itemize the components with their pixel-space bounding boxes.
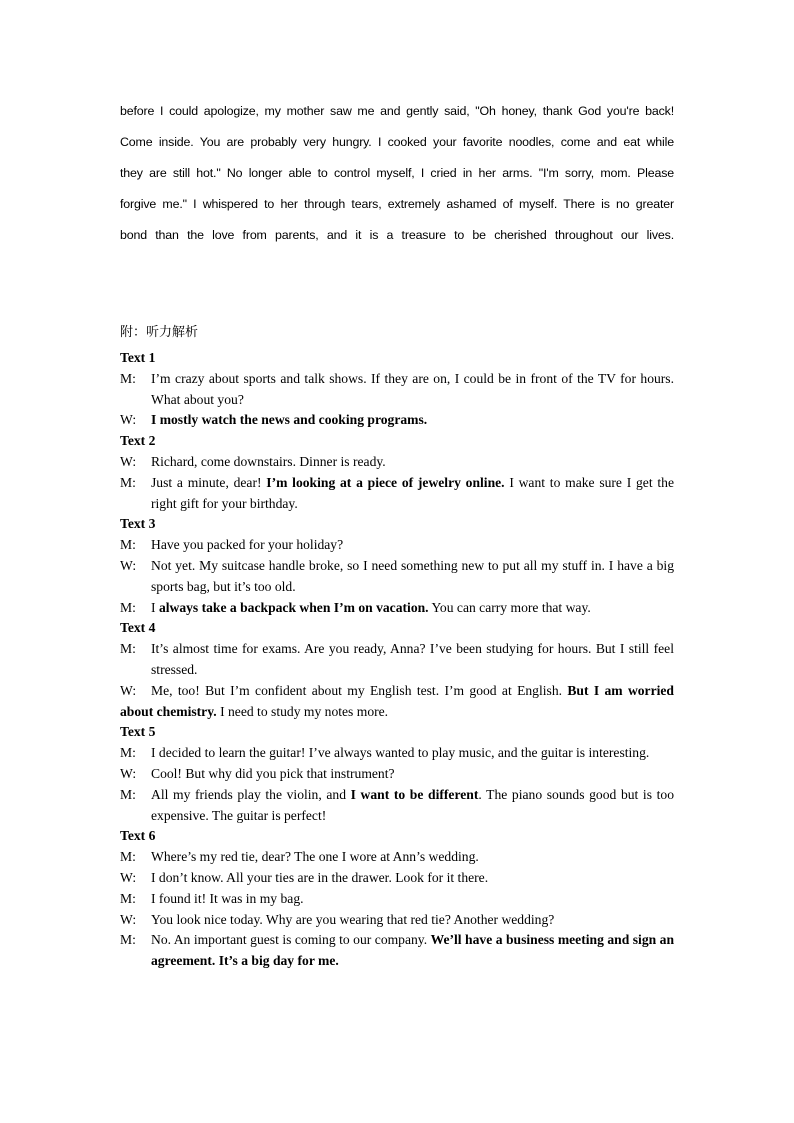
story-line: they are still hot." No longer able to control myself, I cried in her arms. "I'm sorry, mom. Please [120, 166, 674, 180]
speaker-label: M: [120, 537, 136, 553]
dialogue-text: I [151, 599, 159, 615]
dialogue-text: You look nice today. Why are you wearing that red tie? Another wedding? [151, 911, 555, 927]
dialogue-text: Richard, come downstairs. Dinner is ready. [151, 453, 386, 469]
text-title: Text 2 [120, 433, 156, 449]
dialogue-text: You can carry more that way. [428, 599, 591, 615]
dialogue-text: Have you packed for your holiday? [151, 537, 344, 553]
speaker-label: M: [120, 599, 136, 615]
text-title: Text 5 [120, 724, 156, 740]
answer-highlight: We’ll have a business meeting and sign an agreement. It’s a big day for me. [151, 932, 675, 969]
appendix-heading: 附：听力解析 [120, 325, 199, 340]
dialogue-text: Cool! But why did you pick that instrument? [151, 765, 395, 781]
dialogue-turn [120, 639, 674, 681]
dialogue-turn [120, 930, 674, 972]
dialogue-text: I need to study my notes more. [216, 703, 389, 719]
speaker-label: M: [120, 849, 136, 865]
speaker-label: W: [120, 682, 137, 698]
speaker-label: W: [120, 911, 137, 927]
speaker-label: W: [120, 869, 137, 885]
answer-highlight: I’m looking at a piece of jewelry online. [266, 474, 505, 490]
speaker-label: M: [120, 474, 136, 490]
dialogue-text: No. An important guest is coming to our company. [151, 932, 431, 948]
dialogue-turn [120, 598, 674, 619]
dialogue-text: I’m crazy about sports and talk shows. If they are on, I could be in front of the TV for hours. What about you? [151, 370, 674, 407]
dialogue-turn [120, 535, 674, 556]
answer-highlight: But I am worried about chemistry. [120, 682, 674, 719]
speaker-label: W: [120, 765, 137, 781]
dialogue-turn [120, 764, 674, 785]
dialogue-text: Where’s my red tie, dear? The one I wore at Ann’s wedding. [151, 849, 479, 865]
dialogue-text: I found it! It was in my bag. [151, 890, 304, 906]
dialogue-text: It’s almost time for exams. Are you ready, Anna? I’ve been studying for hours. But I still feel stressed. [151, 641, 674, 677]
dialogue-turn [120, 681, 674, 723]
dialogue-text: Just a minute, dear! [151, 474, 267, 490]
dialogue-turn [120, 785, 674, 827]
text-title: Text 6 [120, 828, 156, 844]
dialogue-text: . The piano sounds good but is too expensive. The guitar is perfect! [151, 786, 674, 823]
story-line: bond than the love from parents, and it is a treasure to be cherished throughout our lives. [120, 228, 674, 242]
speaker-label: W: [120, 453, 137, 469]
dialogue-turn [120, 473, 674, 515]
text-title: Text 4 [120, 620, 156, 636]
dialogue-turn [120, 556, 674, 598]
speaker-label: W: [120, 412, 137, 428]
story-line: forgive me." I whispered to her through tears, extremely ashamed of myself. There is no greater [120, 197, 674, 211]
story-line: Come inside. You are probably very hungry. I cooked your favorite noodles, come and eat while [120, 135, 674, 149]
dialogue-turn [120, 847, 674, 868]
dialogue-text: I decided to learn the guitar! I’ve always wanted to play music, and the guitar is interesting. [151, 745, 650, 761]
speaker-label: M: [120, 745, 136, 761]
speaker-label: W: [120, 557, 137, 573]
speaker-label: M: [120, 890, 136, 906]
speaker-label: M: [120, 370, 136, 386]
speaker-label: M: [120, 641, 136, 657]
speaker-label: M: [120, 932, 136, 948]
dialogue-turn [120, 410, 674, 431]
dialogue-turn [120, 889, 674, 910]
dialogue-turn [120, 910, 674, 931]
dialogue-text: Me, too! But I’m confident about my English test. I’m good at English. [151, 682, 568, 698]
text-title: Text 3 [120, 516, 156, 532]
dialogue-turn [120, 743, 674, 764]
dialogue-text: I want to make sure I get the right gift for your birthday. [151, 474, 674, 511]
answer-highlight: always take a backpack when I’m on vacation. [158, 599, 429, 615]
dialogue-text: All my friends play the violin, and [151, 786, 351, 802]
answer-highlight: I mostly watch the news and cooking programs. [151, 412, 428, 428]
text-title: Text 1 [120, 350, 156, 365]
story-line: before I could apologize, my mother saw me and gently said, "Oh honey, thank God you're back! [120, 104, 674, 118]
dialogue-turn [120, 868, 674, 889]
dialogue-turn [120, 369, 674, 411]
dialogue-text: I don’t know. All your ties are in the drawer. Look for it there. [151, 869, 489, 885]
dialogue-text: Not yet. My suitcase handle broke, so I need something new to put all my stuff in. I have a big sports bag, but it’s too old. [151, 557, 674, 594]
answer-highlight: I want to be different [350, 786, 479, 802]
dialogue-turn [120, 452, 674, 473]
listening-transcript [120, 348, 674, 972]
speaker-label: M: [120, 786, 136, 802]
